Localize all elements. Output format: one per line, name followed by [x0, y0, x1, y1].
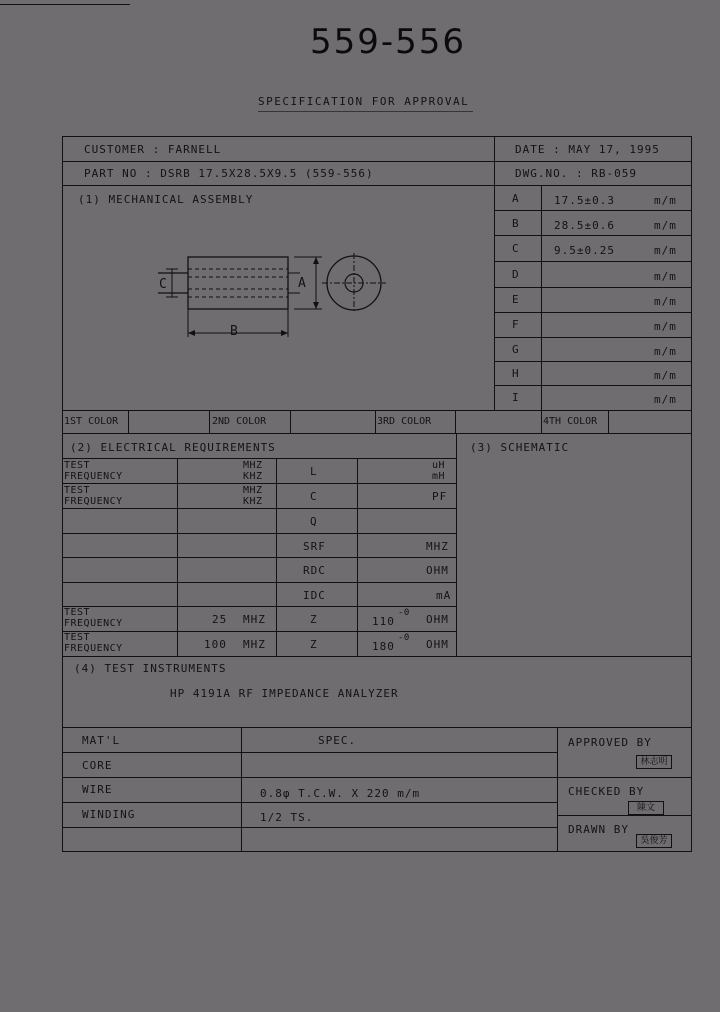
test-frequency-label: TEST FREQUENCY [64, 632, 123, 654]
second-color-label: 2ND COLOR [212, 416, 267, 427]
date-field: DATE : MAY 17, 1995 [515, 143, 660, 156]
dim-value: 17.5±0.3 [554, 194, 615, 207]
test-frequency-label: TEST FREQUENCY [64, 460, 123, 482]
material-spec: 0.8φ T.C.W. X 220 m/m [260, 787, 421, 800]
frequency-unit: MHZ [243, 613, 266, 626]
dim-unit: m/m [654, 393, 677, 406]
material-column-header: MAT'L [82, 734, 121, 747]
frequency-unit: MHZ KHZ [243, 485, 263, 507]
dim-key: B [512, 217, 520, 230]
dim-unit: m/m [654, 219, 677, 232]
dim-key: F [512, 318, 520, 331]
parameter-label: SRF [303, 540, 326, 553]
frequency-unit: MHZ KHZ [243, 460, 263, 482]
parameter-label: IDC [303, 589, 326, 602]
frequency-unit: MHZ [243, 638, 266, 651]
dimension-label-a: A [298, 276, 307, 291]
impedance-tolerance: -0 [398, 608, 410, 618]
drawing-number-field: DWG.NO. : RB-059 [515, 167, 637, 180]
electrical-requirements-title: (2) ELECTRICAL REQUIREMENTS [70, 441, 276, 454]
part-number-field: PART NO : DSRB 17.5X28.5X9.5 (559-556) [84, 167, 374, 180]
third-color-label: 3RD COLOR [377, 416, 432, 427]
dim-key: D [512, 268, 520, 281]
dim-unit: m/m [654, 369, 677, 382]
result-unit: OHM [426, 564, 449, 577]
impedance-value: 180 [372, 640, 395, 653]
parameter-label: RDC [303, 564, 326, 577]
test-frequency-label: TEST FREQUENCY [64, 607, 123, 629]
dim-value: 9.5±0.25 [554, 244, 615, 257]
test-instrument-name: HP 4191A RF IMPEDANCE ANALYZER [170, 687, 399, 700]
parameter-label: C [310, 490, 318, 503]
result-unit: OHM [426, 638, 449, 651]
material-spec: 1/2 TS. [260, 811, 314, 824]
material-name: CORE [82, 759, 113, 772]
dimension-label-c: C [159, 277, 168, 292]
drawn-by-label: DRAWN BY [568, 823, 629, 836]
mechanical-drawing [150, 245, 390, 345]
dim-key: A [512, 192, 520, 205]
material-name: WINDING [82, 808, 136, 821]
result-unit: PF [432, 490, 448, 503]
mechanical-assembly-title: (1) MECHANICAL ASSEMBLY [78, 193, 254, 206]
material-name: WIRE [82, 783, 113, 796]
test-frequency-label: TEST FREQUENCY [64, 485, 123, 507]
approved-by-label: APPROVED BY [568, 736, 652, 749]
dim-key: E [512, 293, 520, 306]
dim-unit: m/m [654, 320, 677, 333]
dim-key: I [512, 391, 520, 404]
drawn-signature-stamp: 吳俊芳 [636, 834, 672, 848]
dim-unit: m/m [654, 194, 677, 207]
impedance-value: 110 [372, 615, 395, 628]
parameter-label: Z [310, 613, 318, 626]
parameter-label: Q [310, 515, 318, 528]
parameter-label: L [310, 465, 318, 478]
dim-unit: m/m [654, 295, 677, 308]
test-frequency-value: 100 [204, 638, 227, 651]
result-unit: uH mH [432, 460, 446, 482]
checked-by-label: CHECKED BY [568, 785, 645, 798]
approved-signature-stamp: 林志明 [636, 755, 672, 769]
dimension-label-b: B [230, 324, 239, 339]
impedance-tolerance: -0 [398, 633, 410, 643]
schematic-title: (3) SCHEMATIC [470, 441, 570, 454]
result-unit: MHZ [426, 540, 449, 553]
result-unit: mA [436, 589, 452, 602]
parameter-label: Z [310, 638, 318, 651]
dim-unit: m/m [654, 244, 677, 257]
first-color-label: 1ST COLOR [64, 416, 119, 427]
test-frequency-value: 25 [212, 613, 228, 626]
dim-unit: m/m [654, 345, 677, 358]
fourth-color-label: 4TH COLOR [543, 416, 598, 427]
result-unit: OHM [426, 613, 449, 626]
checked-signature-stamp: 陳文 [628, 801, 664, 815]
handwritten-part-number: 559-556 [310, 22, 467, 62]
dim-key: H [512, 367, 520, 380]
spec-column-header: SPEC. [318, 734, 357, 747]
top-edge-mark [0, 4, 130, 5]
document-title: SPECIFICATION FOR APPROVAL [258, 95, 470, 108]
core-side-view [188, 257, 288, 309]
dim-value: 28.5±0.6 [554, 219, 615, 232]
test-instruments-title: (4) TEST INSTRUMENTS [74, 662, 227, 675]
dim-unit: m/m [654, 270, 677, 283]
dim-key: C [512, 242, 520, 255]
customer-field: CUSTOMER : FARNELL [84, 143, 222, 156]
title-underline [258, 111, 473, 112]
dim-key: G [512, 343, 520, 356]
